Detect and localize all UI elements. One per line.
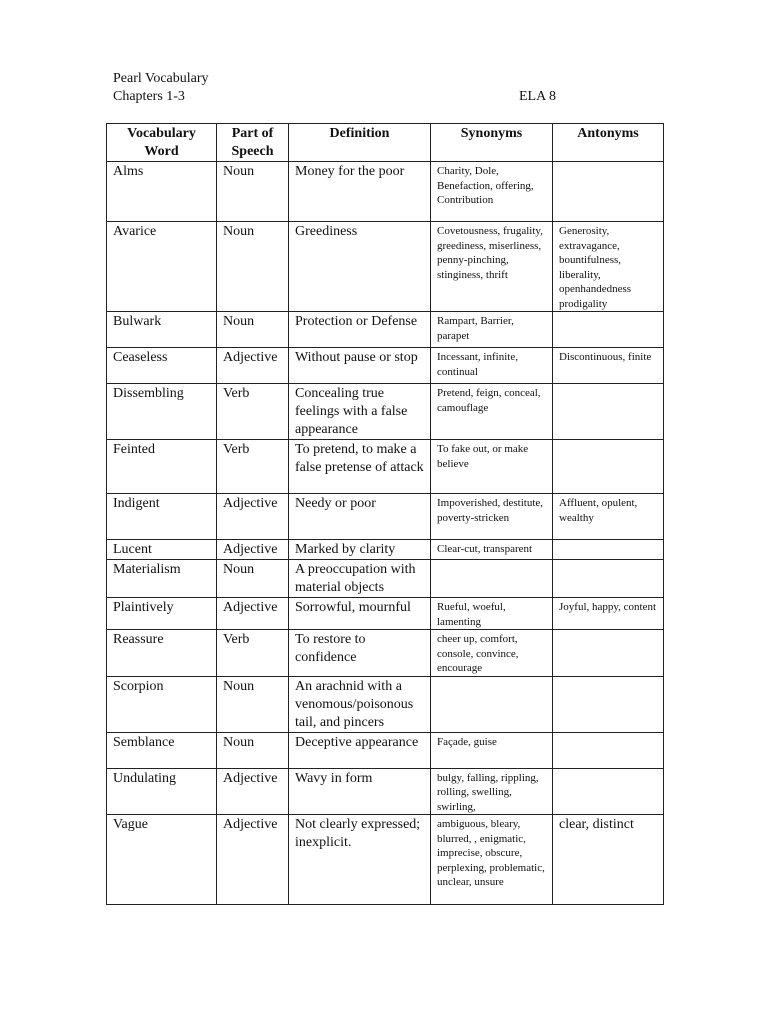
chapter-range: Chapters 1-3 bbox=[113, 89, 185, 104]
part-of-speech-cell: Adjective bbox=[217, 598, 289, 630]
antonyms-cell bbox=[553, 768, 664, 815]
definition-cell: To pretend, to make a false pretense of attack bbox=[289, 440, 431, 494]
document-header bbox=[113, 70, 209, 106]
synonyms-cell: bulgy, falling, rippling, rolling, swelling, swirling, bbox=[431, 768, 553, 815]
part-of-speech-cell: Verb bbox=[217, 440, 289, 494]
antonyms-cell bbox=[553, 560, 664, 598]
synonyms-cell: Rampart, Barrier, parapet bbox=[431, 312, 553, 348]
part-of-speech-cell: Adjective bbox=[217, 494, 289, 540]
definition-cell: Not clearly expressed; inexplicit. bbox=[289, 815, 431, 905]
antonyms-cell bbox=[553, 540, 664, 560]
part-of-speech-cell: Noun bbox=[217, 222, 289, 312]
definition-cell: Sorrowful, mournful bbox=[289, 598, 431, 630]
word-cell: Feinted bbox=[107, 440, 217, 494]
antonyms-cell bbox=[553, 384, 664, 440]
antonyms-cell bbox=[553, 732, 664, 768]
column-header-word: Vocabulary Word bbox=[107, 124, 217, 162]
table-row bbox=[107, 222, 664, 312]
word-cell: Avarice bbox=[107, 222, 217, 312]
column-header-antonyms: Antonyms bbox=[553, 124, 664, 162]
table-row bbox=[107, 384, 664, 440]
definition-cell: Needy or poor bbox=[289, 494, 431, 540]
part-of-speech-cell: Adjective bbox=[217, 815, 289, 905]
word-cell: Indigent bbox=[107, 494, 217, 540]
antonyms-cell bbox=[553, 312, 664, 348]
definition-cell: An arachnid with a venomous/poisonous tail, and pincers bbox=[289, 676, 431, 732]
synonyms-cell: Clear-cut, transparent bbox=[431, 540, 553, 560]
table-row bbox=[107, 768, 664, 815]
document-title: Pearl Vocabulary bbox=[113, 71, 209, 86]
part-of-speech-cell: Noun bbox=[217, 312, 289, 348]
table-row bbox=[107, 162, 664, 222]
definition-cell: Wavy in form bbox=[289, 768, 431, 815]
table-row bbox=[107, 630, 664, 677]
part-of-speech-cell: Adjective bbox=[217, 348, 289, 384]
part-of-speech-cell: Noun bbox=[217, 732, 289, 768]
synonyms-cell bbox=[431, 560, 553, 598]
synonyms-cell: ambiguous, bleary, blurred, , enigmatic, imprecise, obscure, perplexing, problematic, unclear, unsure bbox=[431, 815, 553, 905]
antonyms-cell bbox=[553, 162, 664, 222]
table-row bbox=[107, 440, 664, 494]
definition-cell: To restore to confidence bbox=[289, 630, 431, 677]
table-row bbox=[107, 348, 664, 384]
antonyms-cell bbox=[553, 630, 664, 677]
antonyms-cell: Discontinuous, finite bbox=[553, 348, 664, 384]
table-row bbox=[107, 598, 664, 630]
definition-cell: Greediness bbox=[289, 222, 431, 312]
table-header-row bbox=[107, 124, 664, 162]
word-cell: Semblance bbox=[107, 732, 217, 768]
word-cell: Dissembling bbox=[107, 384, 217, 440]
table-row bbox=[107, 494, 664, 540]
word-cell: Lucent bbox=[107, 540, 217, 560]
definition-cell: Protection or Defense bbox=[289, 312, 431, 348]
table-row bbox=[107, 312, 664, 348]
part-of-speech-cell: Verb bbox=[217, 384, 289, 440]
word-cell: Plaintively bbox=[107, 598, 217, 630]
synonyms-cell bbox=[431, 676, 553, 732]
part-of-speech-cell: Noun bbox=[217, 676, 289, 732]
synonyms-cell: Charity, Dole, Benefaction, offering, Contribution bbox=[431, 162, 553, 222]
antonyms-cell bbox=[553, 676, 664, 732]
synonyms-cell: To fake out, or make believe bbox=[431, 440, 553, 494]
antonyms-cell: Affluent, opulent, wealthy bbox=[553, 494, 664, 540]
definition-cell: Without pause or stop bbox=[289, 348, 431, 384]
table-row bbox=[107, 540, 664, 560]
word-cell: Vague bbox=[107, 815, 217, 905]
column-header-definition: Definition bbox=[289, 124, 431, 162]
word-cell: Undulating bbox=[107, 768, 217, 815]
part-of-speech-cell: Adjective bbox=[217, 540, 289, 560]
table-row bbox=[107, 732, 664, 768]
synonyms-cell: Incessant, infinite, continual bbox=[431, 348, 553, 384]
synonyms-cell: Rueful, woeful, lamenting bbox=[431, 598, 553, 630]
part-of-speech-cell: Noun bbox=[217, 560, 289, 598]
part-of-speech-cell: Noun bbox=[217, 162, 289, 222]
table-row bbox=[107, 815, 664, 905]
table-row bbox=[107, 676, 664, 732]
part-of-speech-cell: Verb bbox=[217, 630, 289, 677]
synonyms-cell: cheer up, comfort, console, convince, encourage bbox=[431, 630, 553, 677]
vocabulary-table bbox=[106, 123, 664, 905]
column-header-synonyms: Synonyms bbox=[431, 124, 553, 162]
definition-cell: Concealing true feelings with a false appearance bbox=[289, 384, 431, 440]
word-cell: Alms bbox=[107, 162, 217, 222]
word-cell: Bulwark bbox=[107, 312, 217, 348]
table-row bbox=[107, 560, 664, 598]
part-of-speech-cell: Adjective bbox=[217, 768, 289, 815]
word-cell: Reassure bbox=[107, 630, 217, 677]
word-cell: Ceaseless bbox=[107, 348, 217, 384]
definition-cell: A preoccupation with material objects bbox=[289, 560, 431, 598]
synonyms-cell: Impoverished, destitute, poverty-stricken bbox=[431, 494, 553, 540]
synonyms-cell: Covetousness, frugality, greediness, miserliness, penny-pinching, stinginess, thrift bbox=[431, 222, 553, 312]
antonyms-cell: Generosity, extravagance, bountifulness, liberality, openhandedness prodigality bbox=[553, 222, 664, 312]
class-label: ELA 8 bbox=[519, 89, 556, 104]
definition-cell: Deceptive appearance bbox=[289, 732, 431, 768]
word-cell: Materialism bbox=[107, 560, 217, 598]
word-cell: Scorpion bbox=[107, 676, 217, 732]
antonyms-cell: Joyful, happy, content bbox=[553, 598, 664, 630]
definition-cell: Money for the poor bbox=[289, 162, 431, 222]
definition-cell: Marked by clarity bbox=[289, 540, 431, 560]
antonyms-cell bbox=[553, 440, 664, 494]
synonyms-cell: Façade, guise bbox=[431, 732, 553, 768]
antonyms-cell: clear, distinct bbox=[553, 815, 664, 905]
column-header-part-of-speech: Part of Speech bbox=[217, 124, 289, 162]
synonyms-cell: Pretend, feign, conceal, camouflage bbox=[431, 384, 553, 440]
